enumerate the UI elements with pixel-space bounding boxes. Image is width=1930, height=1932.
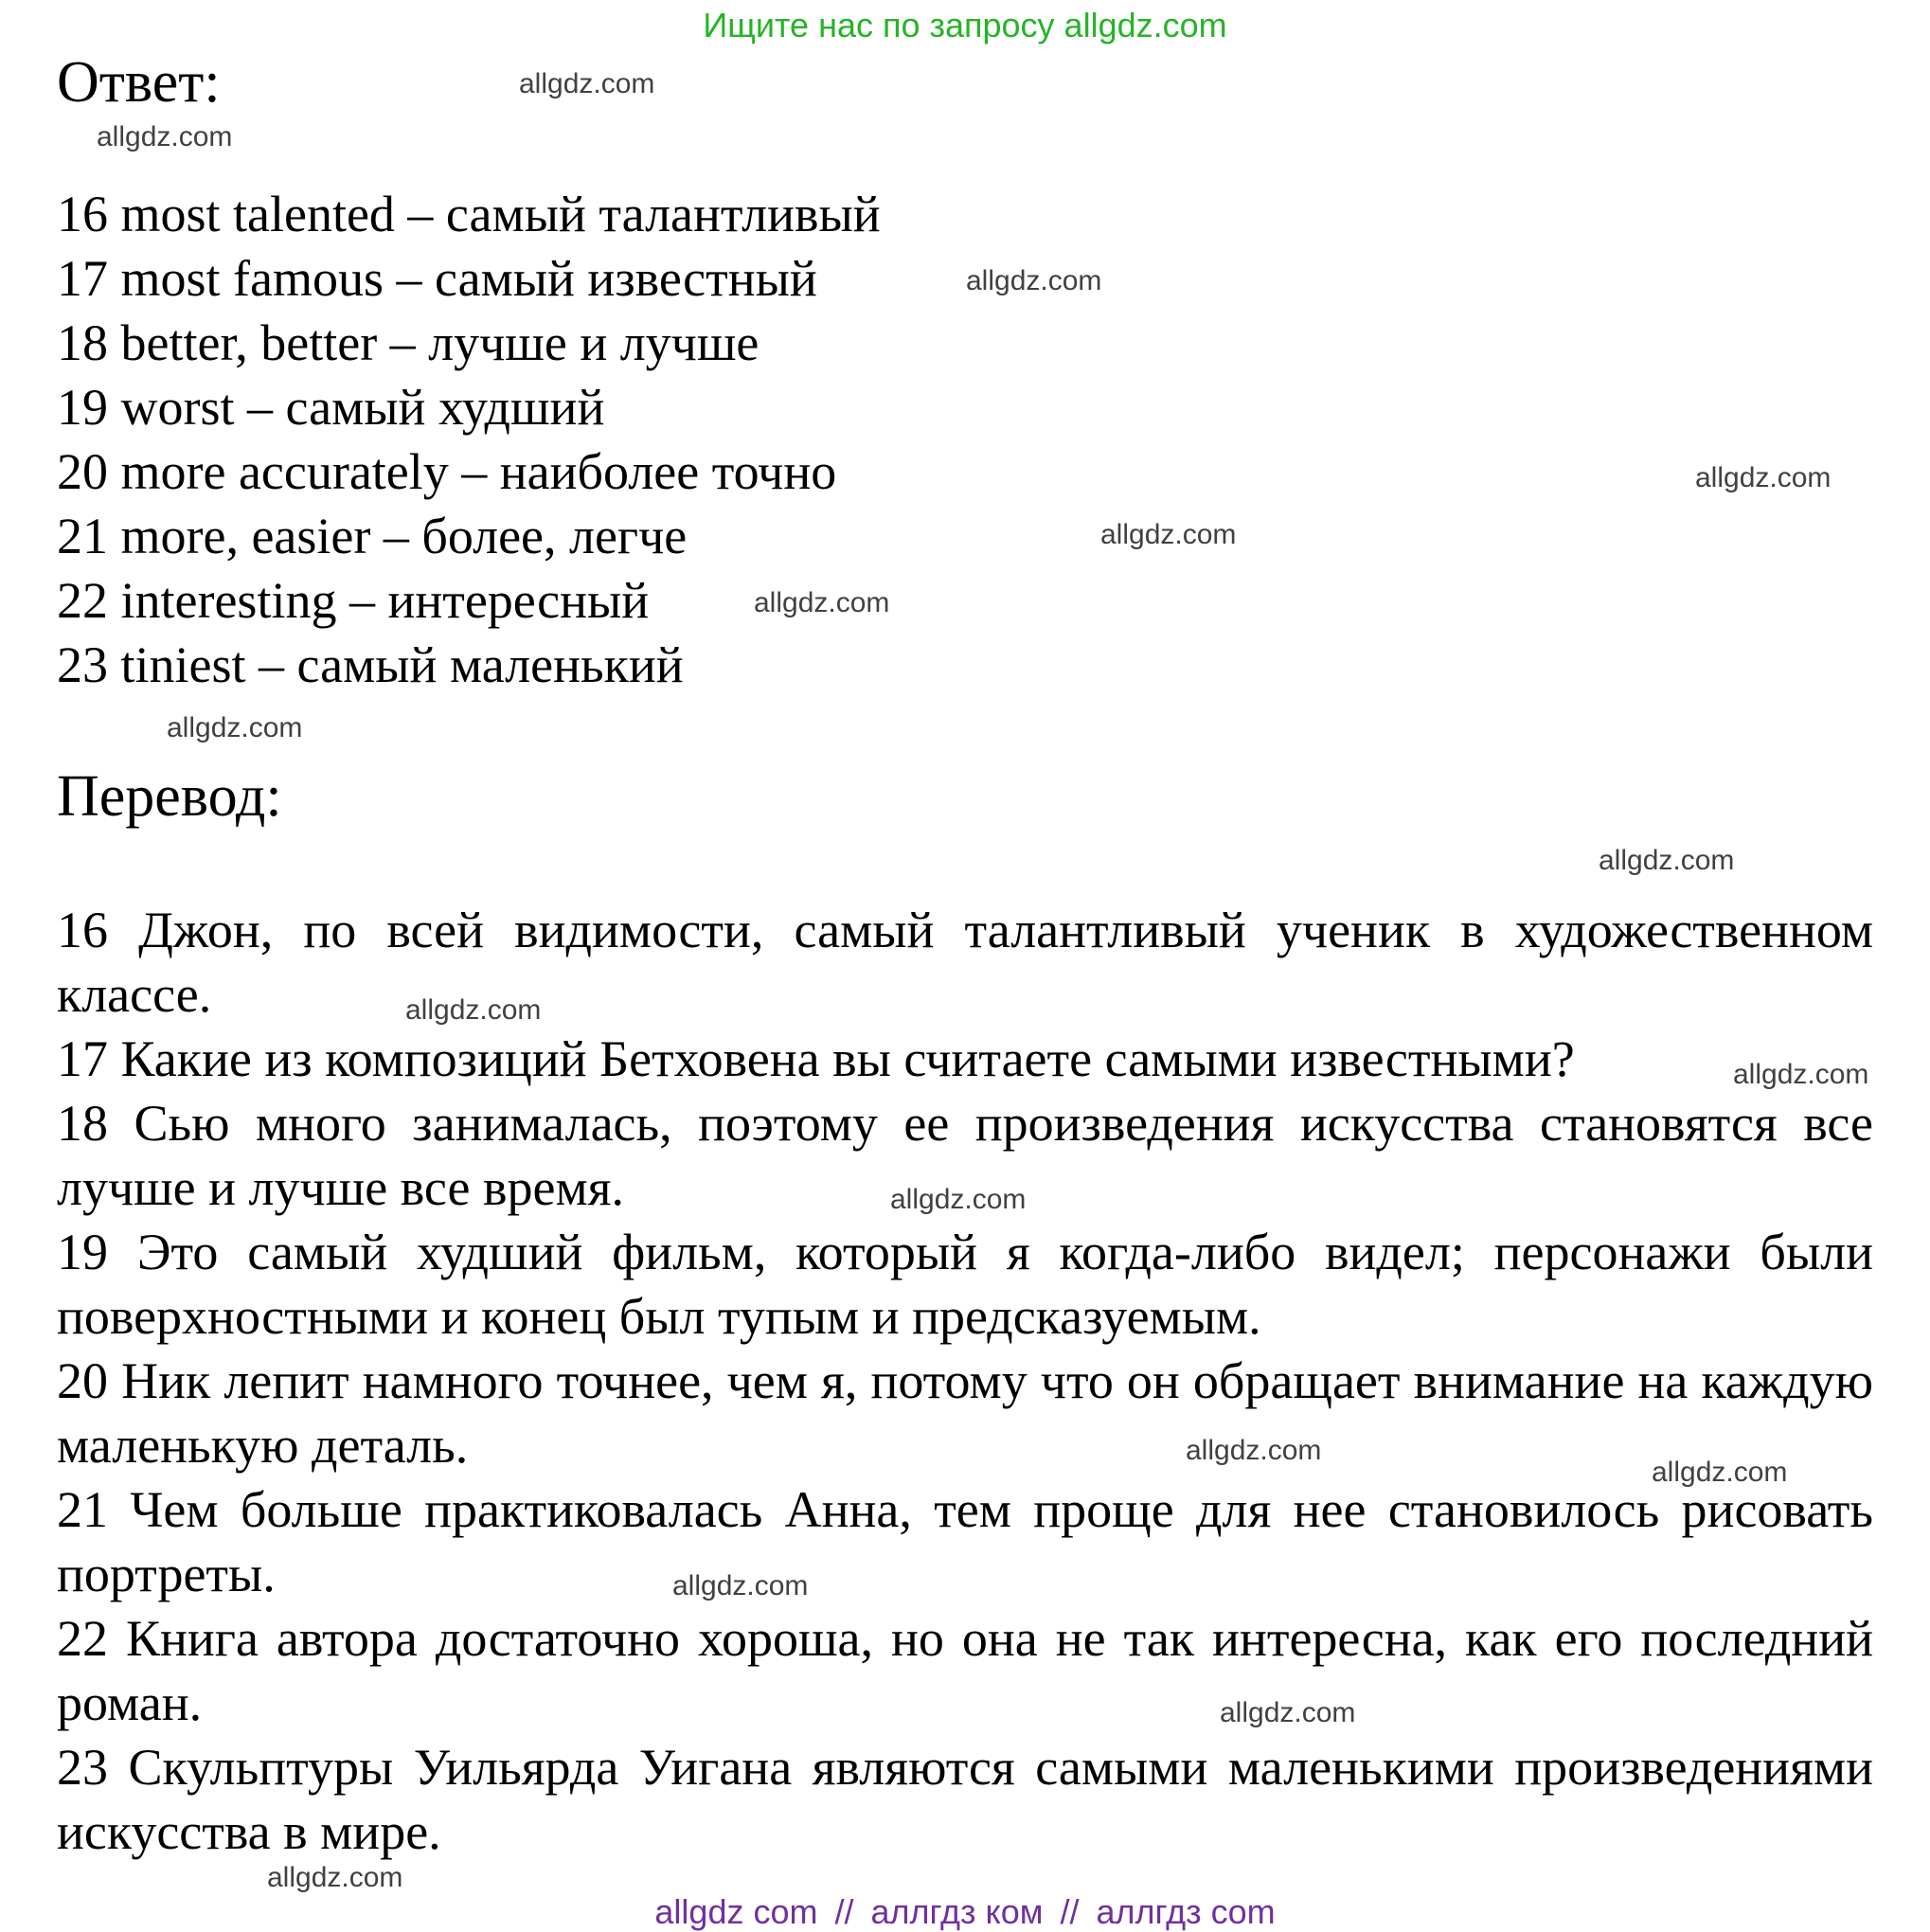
watermark: allgdz.com — [672, 1570, 809, 1601]
watermark: allgdz.com — [1186, 1435, 1322, 1466]
translation-heading: Перевод: — [57, 764, 282, 829]
watermark: allgdz.com — [97, 121, 233, 152]
footer-site-links — [0, 1892, 1930, 1932]
answer-item: 20 more accurately – наиболее точно — [57, 443, 837, 500]
watermark: allgdz.com — [1100, 519, 1237, 550]
watermark: allgdz.com — [267, 1862, 403, 1893]
answer-item: 18 better, better – лучше и лучше — [57, 314, 759, 371]
answer-item: 19 worst – самый худший — [57, 379, 605, 436]
watermark: allgdz.com — [1220, 1697, 1356, 1728]
footer-site-label: аллгдз ком — [870, 1892, 1044, 1931]
footer-site-label: allgdz com — [654, 1892, 818, 1931]
translation-item: 20 Ник лепит намного точнее, чем я, потому что он обращает внимание на каждую маленькую деталь. — [57, 1352, 1873, 1474]
watermark: allgdz.com — [890, 1184, 1027, 1215]
footer-separator: // — [834, 1892, 854, 1931]
translation-item: 21 Чем больше практиковалась Анна, тем проще для нее становилось рисовать портреты. — [57, 1481, 1873, 1602]
translation-item: 18 Сью много занималась, поэтому ее произведения искусства становятся все лучше и лучше все время. — [57, 1095, 1873, 1216]
answer-heading: Ответ: — [57, 50, 221, 115]
translation-item: 17 Какие из композиций Бетховена вы считаете самыми известными? — [57, 1030, 1575, 1087]
footer-separator: // — [1060, 1892, 1080, 1931]
answer-item: 22 interesting – интересный — [57, 572, 650, 629]
answer-item: 17 most famous – самый известный — [57, 250, 817, 307]
watermark: allgdz.com — [1733, 1059, 1869, 1090]
answer-item: 21 more, easier – более, легче — [57, 508, 688, 564]
watermark: allgdz.com — [1599, 845, 1735, 876]
watermark: allgdz.com — [1652, 1457, 1788, 1488]
footer-site-label: аллгдз com — [1096, 1892, 1276, 1931]
translation-item: 23 Скульптуры Уильярда Уигана являются самыми маленькими произведениями искусства в мире. — [57, 1739, 1873, 1860]
promo-header-text: Ищите нас по запросу allgdz.com — [703, 6, 1227, 45]
answers-list — [57, 182, 881, 697]
answer-item: 23 tiniest – самый маленький — [57, 636, 684, 693]
translation-item: 19 Это самый худший фильм, который я когда-либо видел; персонажи были поверхностными и конец был тупым и предсказуемым. — [57, 1224, 1873, 1345]
watermark: allgdz.com — [519, 68, 655, 99]
answer-item: 16 most talented – самый талантливый — [57, 186, 881, 242]
translations-list — [57, 898, 1873, 1864]
watermark: allgdz.com — [1695, 462, 1832, 493]
translation-item: 16 Джон, по всей видимости, самый талантливый ученик в художественном классе. — [57, 902, 1873, 1023]
watermark: allgdz.com — [754, 587, 890, 618]
translation-item: 22 Книга автора достаточно хороша, но она не так интересна, как его последний роман. — [57, 1610, 1873, 1731]
watermark: allgdz.com — [966, 265, 1102, 296]
watermark: allgdz.com — [167, 712, 303, 743]
watermark: allgdz.com — [405, 994, 542, 1026]
